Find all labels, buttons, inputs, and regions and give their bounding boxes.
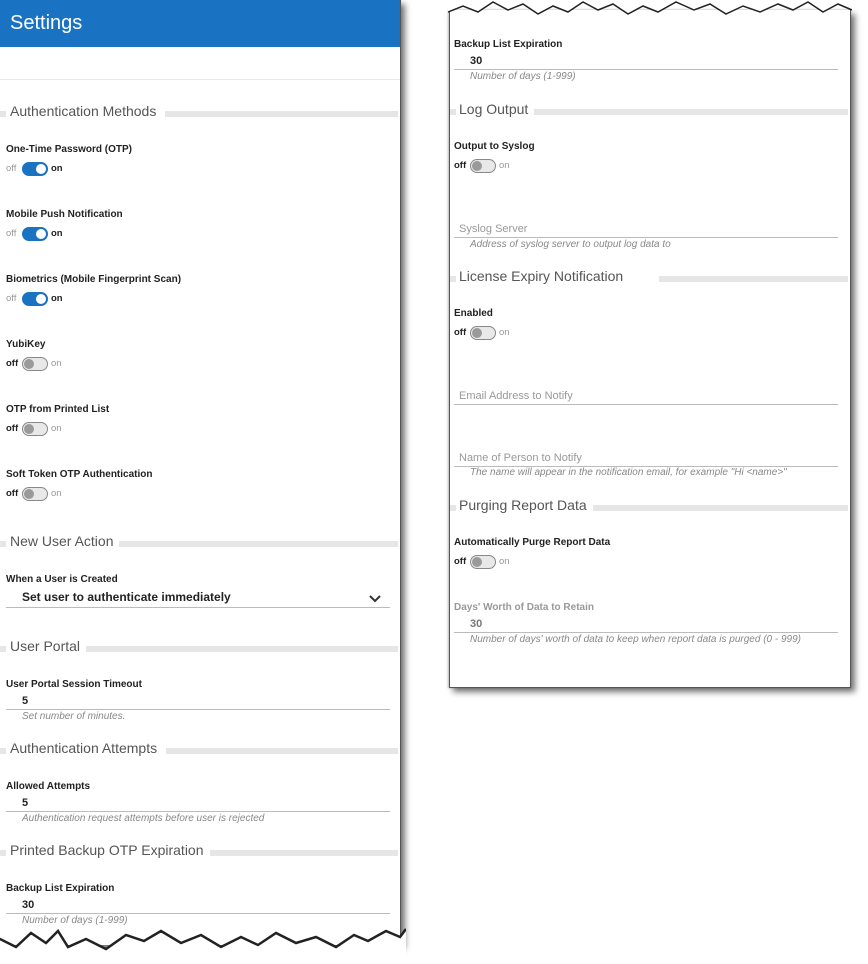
name-notify-hint: The name will appear in the notification email, for example "Hi <name>" [470,467,787,478]
section-license-expiry [450,268,850,288]
section-title: Printed Backup OTP Expiration [10,842,210,858]
allowed-attempts-label: Allowed Attempts [6,781,91,792]
toggle-on-label: on [51,358,62,369]
header-subbar [0,47,400,80]
torn-edge-graphic [448,0,852,22]
chevron-down-icon [368,592,382,606]
section-title: User Portal [10,638,86,654]
session-timeout-input[interactable] [6,694,390,710]
backup-expiration-hint: Number of days (1-999) [22,915,128,926]
toggle-on-label: on [51,488,62,499]
input-placeholder: Syslog Server [459,223,528,235]
backup-expiration-label: Backup List Expiration [6,883,115,894]
mobile-push-label: Mobile Push Notification [6,209,123,220]
backup-expiration-hint: Number of days (1-999) [470,71,576,82]
when-user-created-label: When a User is Created [6,574,118,585]
section-purging-report-data [450,497,850,517]
input-value: 5 [22,695,29,707]
page-title: Settings [10,12,83,34]
toggle-on-label: on [51,228,63,239]
mobile-push-switch[interactable] [22,227,48,241]
name-notify-input[interactable] [454,451,838,467]
auto-purge-label: Automatically Purge Report Data [454,537,611,548]
input-placeholder: Email Address to Notify [459,390,573,402]
backup-expiration-label: Backup List Expiration [454,39,563,50]
when-user-created-select[interactable] [6,588,390,608]
input-value: 30 [470,618,483,630]
section-authentication-attempts [0,740,400,760]
auto-purge-switch[interactable] [470,555,496,569]
toggle-off-label: off [6,293,17,304]
days-retain-input[interactable] [454,617,838,633]
section-title: New User Action [10,533,119,549]
section-title: Authentication Attempts [10,740,163,756]
toggle-on-label: on [499,327,510,338]
toggle-on-label: on [51,423,62,434]
email-notify-input[interactable] [454,389,838,405]
toggle-off-label: off [6,228,17,239]
section-title: Authentication Methods [10,103,162,119]
yubikey-label: YubiKey [6,339,46,350]
section-log-output [450,101,850,121]
section-user-portal [0,638,400,658]
input-value: 30 [470,55,483,67]
enabled-switch[interactable] [470,326,496,340]
toggle-off-label: off [454,556,467,567]
otp-printed-list-label: OTP from Printed List [6,404,110,415]
toggle-off-label: off [6,423,19,434]
select-value: Set user to authenticate immediately [22,590,231,604]
settings-header [0,0,400,47]
toggle-off-label: off [6,488,19,499]
soft-token-label: Soft Token OTP Authentication [6,469,153,480]
toggle-on-label: on [51,293,63,304]
biometrics-label: Biometrics (Mobile Fingerprint Scan) [6,274,182,285]
yubikey-switch[interactable] [22,357,48,371]
torn-edge-graphic [0,927,406,961]
input-placeholder: Name of Person to Notify [459,452,582,464]
right-settings-panel [449,10,851,688]
section-authentication-methods [0,103,400,123]
section-new-user-action [0,533,400,553]
otp-printed-list-switch[interactable] [22,422,48,436]
allowed-attempts-hint: Authentication request attempts before user is rejected [22,813,265,824]
output-syslog-switch[interactable] [470,159,496,173]
input-value: 30 [22,899,35,911]
session-timeout-label: User Portal Session Timeout [6,679,142,690]
section-title: Log Output [459,101,534,117]
input-value: 5 [22,797,29,809]
toggle-off-label: off [6,358,19,369]
toggle-on-label: on [51,163,63,174]
toggle-off-label: off [454,160,467,171]
toggle-off-label: off [454,327,467,338]
section-title: License Expiry Notification [459,268,629,284]
enabled-label: Enabled [454,308,493,319]
biometrics-switch[interactable] [22,292,48,306]
session-timeout-hint: Set number of minutes. [22,711,126,722]
backup-expiration-input[interactable] [6,898,390,914]
left-settings-panel [0,0,401,945]
soft-token-switch[interactable] [22,487,48,501]
otp-label: One-Time Password (OTP) [6,144,132,155]
days-retain-label: Days' Worth of Data to Retain [454,602,594,613]
otp-switch[interactable] [22,162,48,176]
toggle-off-label: off [6,163,17,174]
section-title: Purging Report Data [459,497,593,513]
output-syslog-label: Output to Syslog [454,141,535,152]
allowed-attempts-input[interactable] [6,796,390,812]
toggle-on-label: on [499,160,510,171]
toggle-on-label: on [499,556,510,567]
syslog-server-input[interactable] [454,222,838,238]
days-retain-hint: Number of days' worth of data to keep when report data is purged (0 - 999) [470,634,801,645]
syslog-server-hint: Address of syslog server to output log data to [470,239,671,250]
backup-expiration-input[interactable] [454,54,838,70]
section-printed-backup-otp [0,842,400,862]
